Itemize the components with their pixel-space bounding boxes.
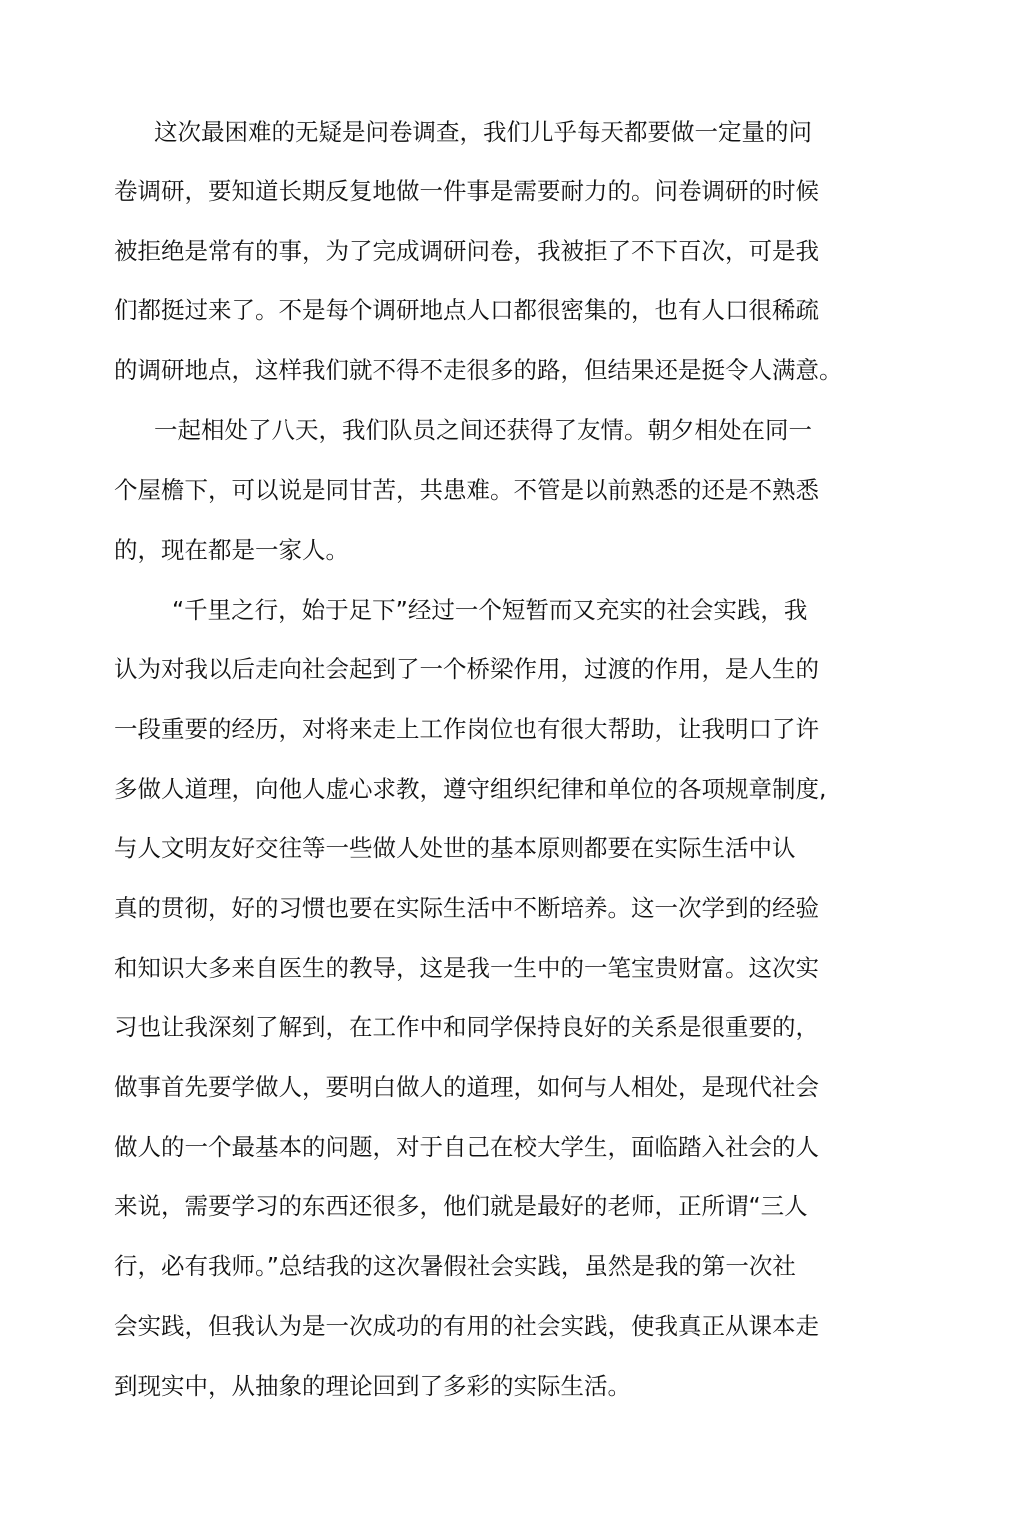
text-line: “千里之行，始于足下”经过一个短暂而又充实的社会实践，我 [172, 596, 808, 624]
text-line: 的，现在都是一家人。 [114, 536, 349, 564]
text-line: 们都挺过来了。不是每个调研地点人口都很密集的，也有人口很稀疏 [114, 296, 819, 324]
text-line: 这次最困难的无疑是问卷调查，我们儿乎每天都要做一定量的问 [154, 118, 812, 146]
text-line: 认为对我以后走向社会起到了一个桥梁作用，过渡的作用，是人生的 [114, 655, 819, 683]
text-line: 一段重要的经历，对将来走上工作岗位也有很大帮助，让我明口了许 [114, 715, 819, 743]
text-line: 做事首先要学做人，要明白做人的道理，如何与人相处，是现代社会 [114, 1073, 819, 1101]
text-line: 到现实中，从抽象的理论回到了多彩的实际生活。 [114, 1372, 631, 1400]
text-line: 多做人道理，向他人虚心求教，遵守组织纪律和单位的各项规章制度, [114, 775, 827, 803]
text-line: 真的贯彻，好的习惯也要在实际生活中不断培养。这一次学到的经验 [114, 894, 819, 922]
text-line: 个屋檐下，可以说是同甘苦，共患难。不管是以前熟悉的还是不熟悉 [114, 476, 819, 504]
text-line: 的调研地点，这样我们就不得不走很多的路，但结果还是挺令人满意。 [114, 356, 843, 384]
text-line: 行，必有我师。”总结我的这次暑假社会实践，虽然是我的第一次社 [114, 1252, 796, 1280]
text-line: 一起相处了八天，我们队员之间还获得了友情。朝夕相处在同一 [154, 416, 812, 444]
text-line: 来说，需要学习的东西还很多，他们就是最好的老师，正所谓“三人 [114, 1192, 808, 1220]
text-line: 和知识大多来自医生的教导，这是我一生中的一笔宝贵财富。这次实 [114, 954, 819, 982]
text-line: 习也让我深刻了解到，在工作中和同学保持良好的关系是很重要的， [114, 1013, 819, 1041]
text-line: 卷调研，要知道长期反复地做一件事是需要耐力的。问卷调研的时候 [114, 177, 819, 205]
text-line: 与人文明友好交往等一些做人处世的基本原则都要在实际生活中认 [114, 834, 796, 862]
text-line: 会实践，但我认为是一次成功的有用的社会实践，使我真正从课本走 [114, 1312, 819, 1340]
text-line: 被拒绝是常有的事，为了完成调研问卷，我被拒了不下百次，可是我 [114, 237, 819, 265]
text-line: 做人的一个最基本的问题，对于自己在校大学生，面临踏入社会的人 [114, 1133, 819, 1161]
